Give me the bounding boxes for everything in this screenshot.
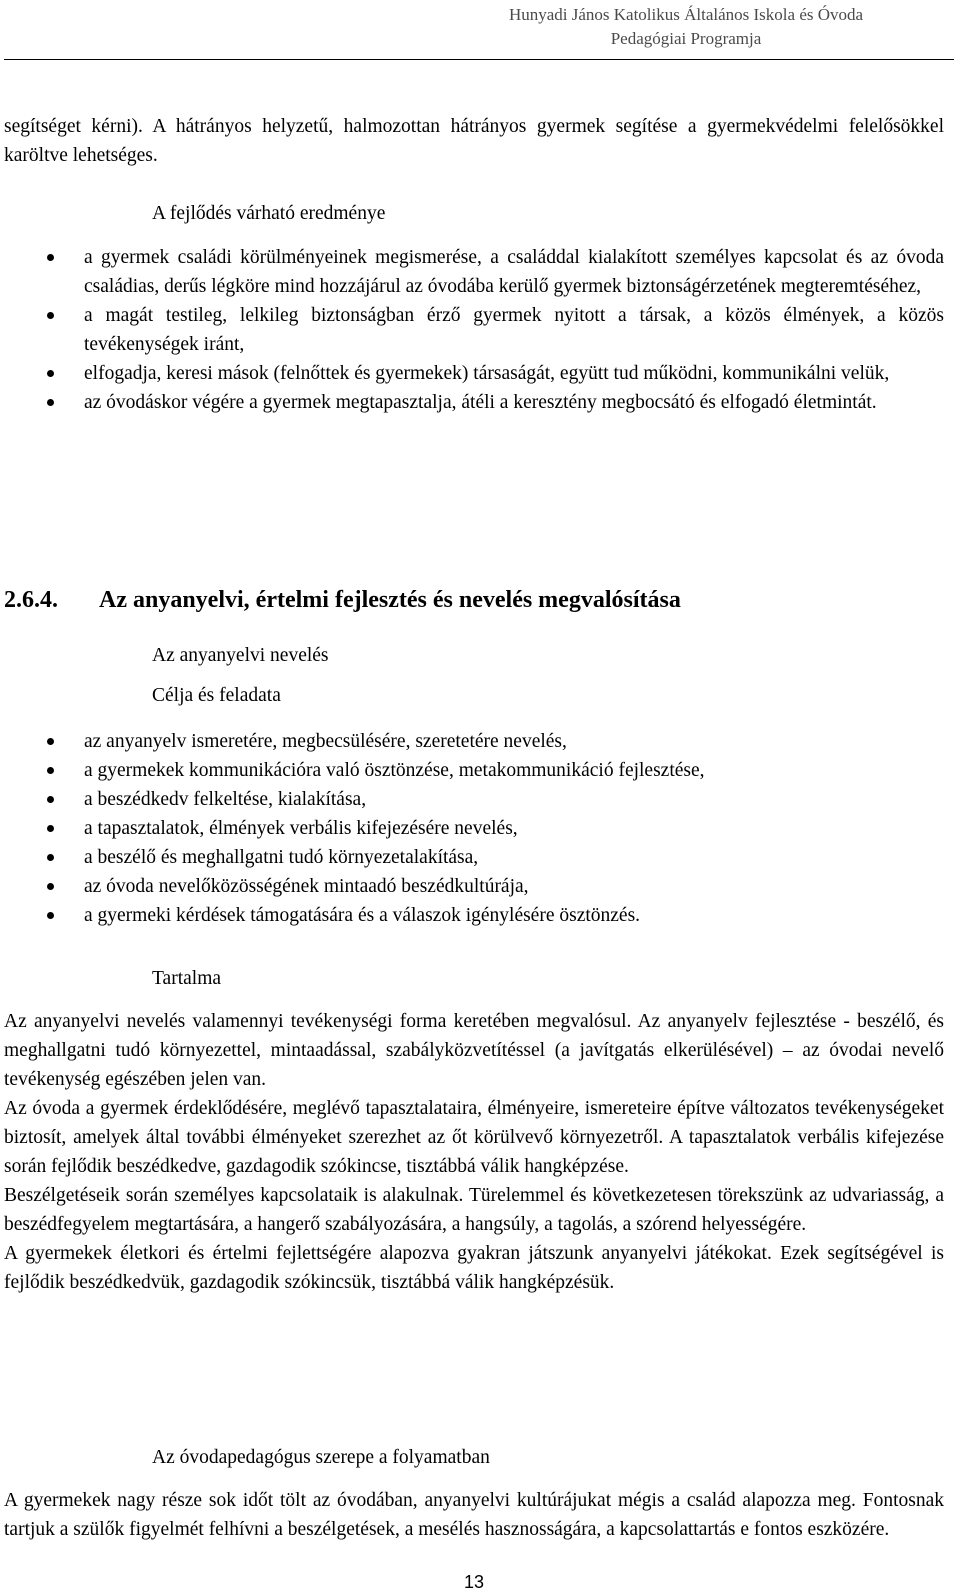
list-item: az anyanyelv ismeretére, megbecsülésére, szeretetére nevelés,: [4, 727, 944, 756]
page-header: [426, 3, 946, 51]
result-list: [4, 243, 944, 417]
goals-title: Célja és feladata: [152, 685, 281, 706]
bullet-icon: [47, 825, 54, 832]
list-item: a gyermekek kommunikációra való ösztönzése, metakommunikáció fejlesztése,: [4, 756, 944, 785]
bullet-icon: [47, 370, 54, 377]
list-item: a magát testileg, lelkileg biztonságban érző gyermek nyitott a társak, a közös élmények, a közös tevékenységek iránt,: [4, 301, 944, 359]
header-school-name: Hunyadi János Katolikus Általános Iskola és Óvoda: [508, 5, 864, 24]
bullet-icon: [47, 767, 54, 774]
content-paragraph: Az óvoda a gyermek érdeklődésére, meglévő tapasztalataira, élményeire, ismereteire építve változatos tevékenységeket biztosít, amelyek által további élményeket szerezhet az őt körülvevő környezetről. A tapasztalatok verbális kifejezése során fejlődik beszédkedve, gazdagodik szókincse, tisztábbá válik hangképzése.: [4, 1098, 944, 1177]
list-item: a tapasztalatok, élmények verbális kifejezésére nevelés,: [4, 814, 944, 843]
content-body: [4, 1007, 944, 1297]
role-title: Az óvodapedagógus szerepe a folyamatban: [152, 1447, 490, 1468]
page-number: 13: [463, 1572, 485, 1592]
bullet-icon: [47, 854, 54, 861]
bullet-icon: [47, 399, 54, 406]
list-item: az óvodáskor végére a gyermek megtapasztalja, átéli a keresztény megbocsátó és elfogadó életmintát.: [4, 388, 944, 417]
bullet-icon: [47, 796, 54, 803]
list-item: elfogadja, keresi mások (felnőttek és gyermekek) társaságát, együtt tud működni, kommunikálni velük,: [4, 359, 944, 388]
header-divider: [4, 59, 954, 60]
header-document-title: Pedagógiai Programja: [610, 29, 762, 48]
content-paragraph: Beszélgetéseik során személyes kapcsolataik is alakulnak. Türelemmel és következetesen törekszünk az udvariasság, a beszédfegyelem megtartására, a hangerő szabályozására, a hangsúly, a tagolás, a szórend helyességére.: [4, 1185, 944, 1235]
result-section-title: A fejlődés várható eredménye: [152, 203, 386, 224]
list-item: az óvoda nevelőközösségének mintaadó beszédkultúrája,: [4, 872, 944, 901]
section-title: Az anyanyelvi, értelmi fejlesztés és nevelés megvalósítása: [99, 587, 681, 613]
intro-paragraph: segítséget kérni). A hátrányos helyzetű, halmozottan hátrányos gyermek segítése a gyermekvédelmi felelősökkel karöltve lehetséges.: [4, 116, 944, 166]
list-item: a beszélő és meghallgatni tudó környezetalakítása,: [4, 843, 944, 872]
bullet-icon: [47, 254, 54, 261]
bullet-icon: [47, 312, 54, 319]
list-item: a beszédkedv felkeltése, kialakítása,: [4, 785, 944, 814]
subsection-title: Az anyanyelvi nevelés: [152, 645, 329, 666]
list-item: a gyermek családi körülményeinek megismerése, a családdal kialakított személyes kapcsolat és az óvoda családias, derűs légköre mind hozzájárul az óvodába kerülő gyermek biztonságérzetének megteremtéséhez,: [4, 243, 944, 301]
bullet-icon: [47, 738, 54, 745]
bullet-icon: [47, 883, 54, 890]
content-paragraph: Az anyanyelvi nevelés valamennyi tevékenységi forma keretében megvalósul. Az anyanyelv fejlesztése - beszélő, és meghallgatni tudó környezettel, mintaadással, szabályközvetítéssel (a javítgatás elkerülésével) – az óvodai nevelő tevékenység egészében jelen van.: [4, 1011, 944, 1090]
bullet-icon: [47, 912, 54, 919]
goals-list: [4, 727, 944, 930]
list-item: a gyermeki kérdések támogatására és a válaszok igénylésére ösztönzés.: [4, 901, 944, 930]
content-paragraph: A gyermekek életkori és értelmi fejlettségére alapozva gyakran játszunk anyanyelvi játékokat. Ezek segítségével is fejlődik beszédkedvük, gazdagodik szókincsük, tisztábbá válik hangképzésük.: [4, 1243, 944, 1293]
section-number: 2.6.4.: [4, 587, 58, 613]
role-paragraph: A gyermekek nagy része sok időt tölt az óvodában, anyanyelvi kultúrájukat mégis a család alapozza meg. Fontosnak tartjuk a szülők figyelmét felhívni a beszélgetések, a mesélés hasznosságára, a kapcsolattartás e fontos eszközére.: [4, 1490, 944, 1540]
content-title: Tartalma: [152, 968, 222, 989]
section-heading: [4, 584, 681, 616]
